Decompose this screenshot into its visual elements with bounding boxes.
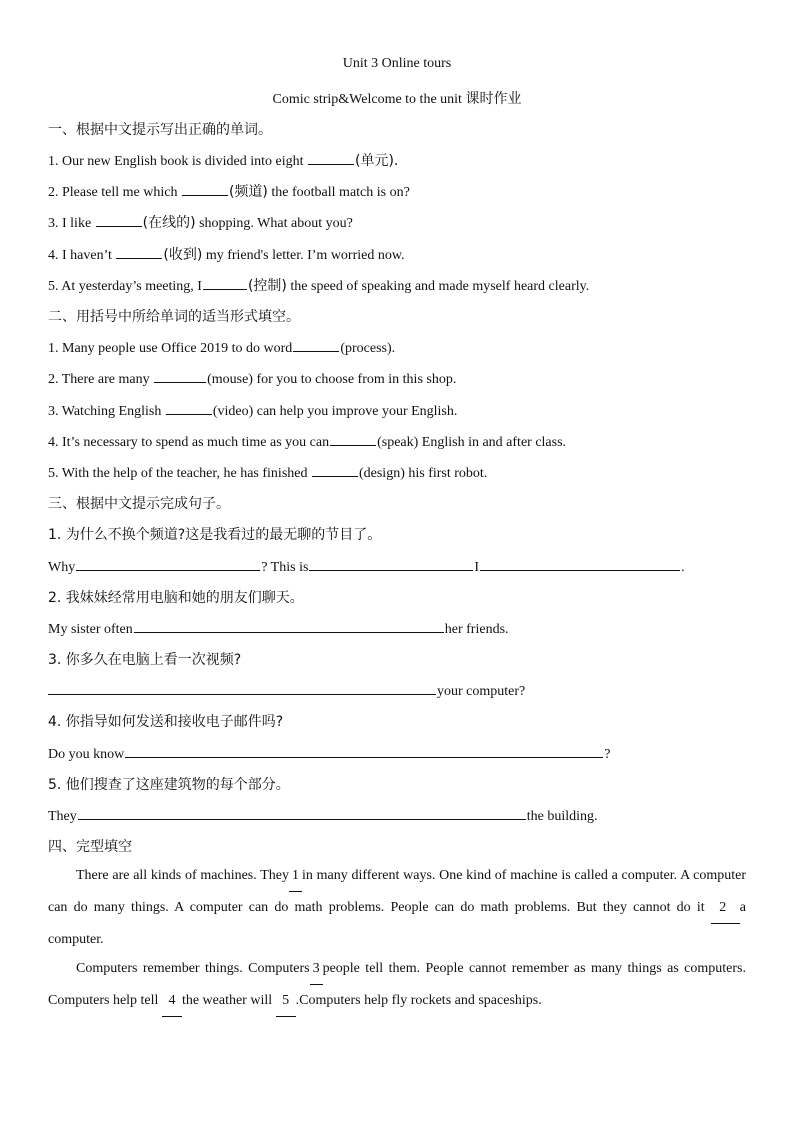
s2-item-3: 3. Watching English (video) can help you improve your English. bbox=[48, 400, 457, 420]
s2-item-5: 5. With the help of the teacher, he has finished (design) his first robot. bbox=[48, 462, 487, 482]
cloze-blank-2[interactable]: 2 bbox=[711, 892, 740, 924]
s2-item-2: 2. There are many (mouse) for you to choose from in this shop. bbox=[48, 368, 456, 388]
section2-heading: 二、用括号中所给单词的适当形式填空。 bbox=[48, 309, 300, 325]
answer-blank[interactable] bbox=[96, 212, 142, 227]
cloze-blank-3[interactable]: 3 bbox=[310, 953, 323, 985]
answer-blank[interactable] bbox=[330, 431, 376, 446]
s1-item-1: 1. Our new English book is divided into eight (单元). bbox=[48, 150, 398, 170]
answer-blank[interactable] bbox=[182, 181, 228, 196]
answer-blank[interactable] bbox=[116, 244, 162, 259]
answer-blank[interactable] bbox=[480, 556, 680, 571]
answer-blank[interactable] bbox=[312, 462, 358, 477]
s3-item-1-prompt: 1. 为什么不换个频道?这是我看过的最无聊的节目了。 bbox=[48, 527, 382, 543]
s3-item-2-answer: My sister often her friends. bbox=[48, 618, 509, 638]
s2-item-4: 4. It’s necessary to spend as much time as you can (speak) English in and after class. bbox=[48, 431, 566, 451]
answer-blank[interactable] bbox=[76, 556, 260, 571]
answer-blank[interactable] bbox=[293, 337, 339, 352]
s3-item-5-prompt: 5. 他们搜查了这座建筑物的每个部分。 bbox=[48, 777, 290, 793]
cloze-blank-5[interactable]: 5 bbox=[276, 985, 296, 1017]
s3-item-1-answer: Why ? This is I . bbox=[48, 556, 685, 576]
answer-blank[interactable] bbox=[203, 275, 247, 290]
cloze-paragraph-1: There are all kinds of machines. They 1 in many different ways. One kind of machine is called a computer. A computer can do many things. A computer can do math problems. People can do math problems. But they cannot do it 2 a computer. bbox=[48, 860, 746, 955]
answer-blank[interactable] bbox=[308, 150, 354, 165]
cloze-paragraph-2: Computers remember things. Computers 3 people tell them. People cannot remember as many things as computers. Computers help tell 4 the weather will 5 .Computers help fly rockets and spaceships. bbox=[48, 953, 746, 1017]
answer-blank[interactable] bbox=[166, 400, 212, 415]
s3-item-3-answer: your computer? bbox=[48, 680, 525, 700]
s1-item-5: 5. At yesterday’s meeting, I (控制) the speed of speaking and made myself heard clearly. bbox=[48, 275, 589, 295]
section3-heading: 三、根据中文提示完成句子。 bbox=[48, 496, 230, 512]
s1-item-4: 4. I haven’t (收到) my friend's letter. I’m worried now. bbox=[48, 244, 405, 264]
answer-blank[interactable] bbox=[134, 618, 444, 633]
answer-blank[interactable] bbox=[309, 556, 473, 571]
cloze-blank-1[interactable]: 1 bbox=[289, 860, 302, 892]
s3-item-4-prompt: 4. 你指导如何发送和接收电子邮件吗? bbox=[48, 714, 284, 730]
cloze-blank-4[interactable]: 4 bbox=[162, 985, 182, 1017]
section4-heading: 四、完型填空 bbox=[48, 839, 132, 855]
s3-item-4-answer: Do you know ? bbox=[48, 743, 610, 763]
answer-blank[interactable] bbox=[125, 743, 603, 758]
section1-heading: 一、根据中文提示写出正确的单词。 bbox=[48, 122, 272, 138]
s2-item-1: 1. Many people use Office 2019 to do word (process). bbox=[48, 337, 395, 357]
answer-blank[interactable] bbox=[154, 368, 206, 383]
s3-item-2-prompt: 2. 我妹妹经常用电脑和她的朋友们聊天。 bbox=[48, 590, 304, 606]
s3-item-3-prompt: 3. 你多久在电脑上看一次视频? bbox=[48, 652, 242, 668]
lesson-subtitle: Comic strip&Welcome to the unit 课时作业 bbox=[272, 92, 522, 107]
answer-blank[interactable] bbox=[78, 805, 526, 820]
unit-title: Unit 3 Online tours bbox=[342, 56, 452, 71]
s1-item-3: 3. I like (在线的) shopping. What about you? bbox=[48, 212, 353, 232]
s3-item-5-answer: They the building. bbox=[48, 805, 598, 825]
answer-blank[interactable] bbox=[48, 680, 436, 695]
s1-item-2: 2. Please tell me which (频道) the football match is on? bbox=[48, 181, 410, 201]
